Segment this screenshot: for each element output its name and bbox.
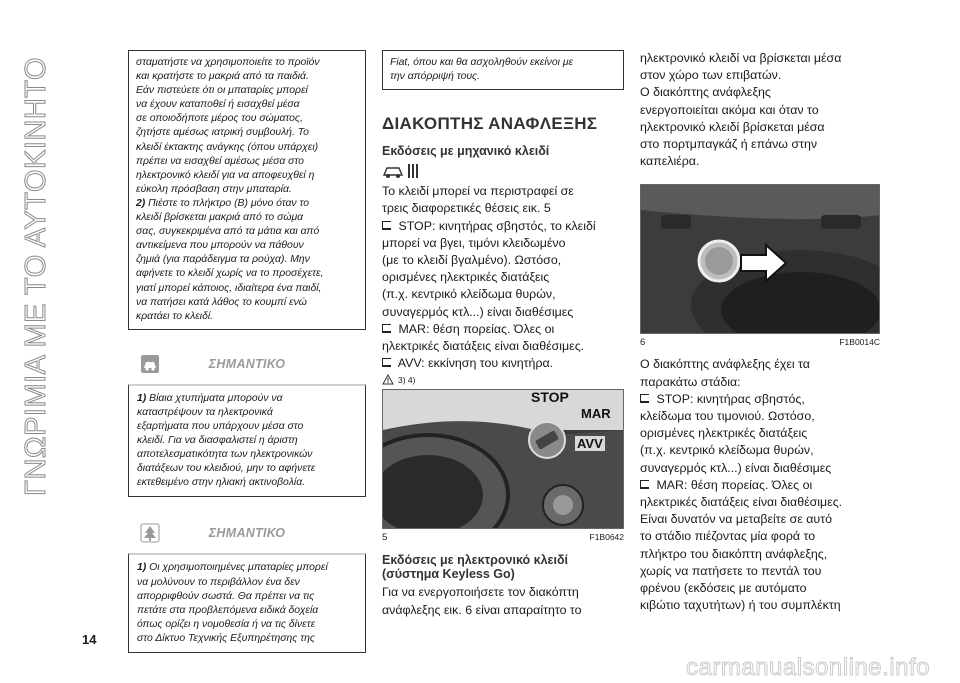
column-2: [382, 50, 624, 619]
text-line: χωρίς να πατήσετε το πεντάλ του: [640, 563, 822, 578]
text-line: (π.χ. κεντρικό κλείδωμα θυρών,: [382, 287, 556, 302]
text-line: ηλεκτρικές διατάξεις είναι διαθέσιμες.: [640, 495, 843, 510]
text: εξαρτήματα που υπάρχουν μέσα στο: [137, 420, 304, 432]
text: κλειδί βρίσκεται μακριά από το σώμα: [136, 212, 304, 224]
text: αφήνετε το κλειδί χωρίς να το προσέχετε,: [136, 268, 324, 280]
text-line: [137, 392, 357, 406]
note-title: ΣΗΜΑΝΤΙΚΟ: [208, 526, 286, 541]
text-line: κιβώτιο ταχυτήτων) ή του συμπλέκτη: [640, 598, 841, 613]
text-line: ορισμένες ηλεκτρικές διατάξεις: [382, 270, 550, 285]
footer-watermark: carmanualsonline.info: [686, 653, 930, 681]
bullet-key-icon: [640, 480, 649, 489]
figure-ignition-key: [382, 389, 624, 529]
text-line: ηλεκτρονικό κλειδί για να αποφευχθεί η: [136, 169, 315, 181]
text-line: [136, 267, 358, 281]
text-line: στον χώρο των επιβατών.: [640, 68, 782, 83]
item-number: 1): [137, 562, 147, 574]
stages-text: [640, 356, 880, 614]
text-line: ενεργοποιείται ακόμα και όταν το: [640, 102, 819, 117]
label-avv: AVV: [577, 436, 603, 452]
text: γιατί μπορεί κάποιος, ιδιαίτερα ένα παιδί,: [136, 282, 322, 294]
text-line: [137, 434, 357, 448]
text-line: Είναι δυνατόν να μεταβείτε σε αυτό: [640, 512, 832, 527]
text-line: [136, 296, 358, 310]
key-text: [382, 183, 624, 372]
text: διατάξεων του κλειδιού, μην το αφήνετε: [137, 463, 316, 475]
text-line: [136, 239, 358, 253]
text-line: [136, 211, 358, 225]
text: να μολύνουν το περιβάλλον ένα δεν: [137, 576, 300, 588]
text-line: ηλεκτρικές διατάξεις είναι διαθέσιμες.: [382, 339, 585, 354]
text-line: την απόρριψή τους.: [390, 71, 480, 83]
text-line: [137, 561, 357, 575]
text-line: [136, 310, 358, 324]
key-position-line: [382, 355, 624, 372]
text-line: το στάδιο πιέζοντας μία φορά το: [640, 529, 816, 544]
start-button-image: [641, 185, 880, 334]
footer: [0, 652, 960, 683]
key-position-text: STOP: κινητήρας σβηστός, το κλειδί: [395, 218, 596, 233]
subsection-title-line: (σύστημα Keyless Go): [382, 567, 515, 582]
side-chapter-title: ΓΝΩΡΙΜΙΑ ΜΕ ΤΟ ΑΥΤΟΚΙΝΗΤΟ: [20, 56, 53, 496]
key-position-text: MAR: θέση πορείας. Όλες οι: [395, 321, 555, 336]
text-line: πλήκτρο του διακόπτη ανάφλεξης,: [640, 546, 828, 561]
warning-continued-box: [128, 50, 366, 330]
text-line: (με το κλειδί βγαλμένο). Ωστόσο,: [382, 253, 562, 267]
text: σας, συγκεκριμένα από τα μάτια και από: [136, 226, 320, 238]
trim-version-icon: [406, 162, 422, 180]
item-number: 2): [136, 197, 146, 209]
text-line: καπελιέρα.: [640, 154, 700, 169]
text-line: μπορεί να βγει, τιμόνι κλειδωμένο: [382, 235, 566, 250]
text-line: στο πορτμπαγκάζ ή επάνω στην: [640, 137, 818, 152]
text: αποτελεσματικότητα των ηλεκτρονικών: [137, 449, 313, 461]
subsection-title: Εκδόσεις με μηχανικό κλειδί: [382, 144, 550, 159]
text-line: [136, 282, 358, 296]
text-line: [137, 576, 357, 590]
text-line: [136, 197, 358, 211]
text-line: [137, 406, 357, 420]
text-line: [136, 225, 358, 239]
text-line: (π.χ. κεντρικό κλείδωμα θυρών,: [640, 443, 814, 458]
text: Πιέστε το πλήκτρο (B) μόνο όταν το: [145, 197, 309, 209]
text-line: κλειδί έκτακτης ανάγκης (όπου υπάρχει): [136, 141, 319, 153]
label-mar: MAR: [581, 406, 611, 422]
figure-number: 5: [382, 532, 388, 544]
text-line: Ο διακόπτης ανάφλεξης: [640, 85, 771, 100]
recycle-tree-icon: [140, 523, 160, 543]
notes-numbers: 3) 4): [398, 374, 416, 385]
text-line: [137, 632, 357, 646]
note-title: ΣΗΜΑΝΤΙΚΟ: [208, 356, 286, 371]
car-caution-icon: [140, 354, 160, 374]
column-1: [128, 50, 366, 653]
text-line: [137, 590, 357, 604]
text: κλειδί. Για να διασφαλιστεί η άριστη: [137, 435, 298, 447]
column-3: [640, 50, 880, 614]
key-position-text: MAR: θέση πορείας. Όλες οι: [653, 477, 813, 492]
text-line: τρεις διαφορετικές θέσεις εικ. 5: [382, 201, 551, 216]
text-line: [137, 448, 357, 462]
text-line: [137, 618, 357, 632]
text-line: [137, 462, 357, 476]
warning-triangle-icon: [382, 374, 394, 385]
text-line: ηλεκτρονικό κλειδί να βρίσκεται μέσα: [640, 51, 842, 65]
text-line: Το κλειδί μπορεί να περιστραφεί σε: [382, 184, 574, 199]
text-line: παρακάτω στάδια:: [640, 374, 741, 389]
figure-start-button: [640, 184, 880, 334]
key-position-line: [640, 391, 880, 408]
text: κρατάει το κλειδί.: [136, 310, 214, 322]
text: Βίαια χτυπήματα μπορούν να: [146, 392, 283, 404]
note-heading-2: [128, 513, 366, 553]
text-line: ηλεκτρονικό κλειδί βρίσκεται μέσα: [640, 119, 825, 134]
text-line: εύκολη πρόσβαση στην μπαταρία.: [136, 183, 292, 195]
text: όπως ορίζει η νομοθεσία ή να τις δίνετε: [137, 618, 316, 630]
text: να πατήσει κατά λάθος το κουμπί ενώ: [136, 296, 307, 308]
key-position-text: STOP: κινητήρας σβηστός,: [653, 391, 805, 406]
text: εκτεθειμένο στην ηλιακή ακτινοβολία.: [137, 477, 306, 489]
text: καταστρέψουν τα ηλεκτρονικά: [137, 406, 273, 418]
bullet-key-icon: [640, 394, 649, 403]
text-line: συναγερμός κτλ...) είναι διαθέσιμες: [640, 460, 832, 475]
text: αντικείμενα που μπορούν να πάθουν: [136, 240, 304, 252]
text-line: συναγερμός κτλ...) είναι διαθέσιμες: [382, 304, 574, 319]
text-line: πρέπει να εισαχθεί αμέσως μέσα στο: [136, 155, 304, 167]
note-continued-box: [382, 50, 624, 90]
text-line: [137, 476, 357, 490]
text-line: Fiat, όπου και θα ασχοληθούν εκείνοι με: [390, 57, 574, 68]
text-line: ζητήστε αμέσως ιατρική συμβουλή. Το: [136, 127, 309, 139]
key-position-line: [382, 218, 624, 235]
text-line: [137, 420, 357, 434]
car-version-icon: [382, 162, 404, 180]
text-line: κλείδωμα του τιμονιού. Ωστόσο,: [640, 409, 815, 424]
text: Οι χρησιμοποιημένες μπαταρίες μπορεί: [146, 562, 328, 574]
section-title: ΔΙΑΚΟΠΤΗΣ ΑΝΑΦΛΕΞΗΣ: [382, 114, 598, 134]
item-number: 1): [137, 392, 147, 404]
note-heading-1: [128, 344, 366, 384]
text-line: φρένου (εκδόσεις με αυτόματο: [640, 581, 807, 596]
subsection-title-line: Εκδόσεις με ηλεκτρονικό κλειδί: [382, 553, 568, 568]
figure-number: 6: [640, 337, 646, 349]
text-line: και κρατήστε το μακριά από τα παιδιά.: [136, 71, 309, 83]
key-position-line: [640, 477, 880, 494]
figure-caption: [640, 337, 880, 348]
subsection-title-2: [382, 553, 624, 581]
bullet-key-icon: [382, 324, 391, 333]
label-stop: STOP: [531, 389, 569, 406]
text: πετάτε στα προβλεπόμενα ειδικά δοχεία: [137, 604, 319, 616]
figure-caption: [382, 532, 624, 543]
keyless-continued-text: [640, 50, 880, 170]
text: απορριφθούν σωστά. Θα πρέπει να τις: [137, 590, 315, 602]
text-line: [137, 604, 357, 618]
bullet-key-icon: [382, 221, 391, 230]
text-line: Εάν πιστεύετε ότι οι μπαταρίες μπορεί: [136, 85, 308, 97]
key-position-line: [382, 321, 624, 338]
text-line: σε οποιοδήποτε μέρος του σώματος,: [136, 113, 303, 125]
text-line: να έχουν καταποθεί ή εισαχθεί μέσα: [136, 99, 300, 111]
text-line: ανάφλεξης εικ. 6 είναι απαραίτητο το: [382, 602, 582, 617]
text: στο Δίκτυο Τεχνικής Εξυπηρέτησης της: [137, 632, 315, 644]
note-body-1: [128, 384, 366, 498]
text-line: ορισμένες ηλεκτρικές διατάξεις: [640, 426, 808, 441]
notes-reference: [382, 374, 624, 385]
version-icons: [382, 161, 624, 181]
text-line: [136, 253, 358, 267]
keyless-text: [382, 584, 624, 618]
bullet-key-icon: [382, 358, 391, 367]
key-position-text: AVV: εκκίνηση του κινητήρα.: [395, 356, 554, 371]
text: ζημιά (για παράδειγμα τα ρούχα). Μην: [136, 254, 310, 266]
figure-code: F1B0014C: [839, 337, 880, 348]
text-line: Για να ενεργοποιήσετε τον διακόπτη: [382, 585, 579, 600]
page-number: 14: [82, 632, 97, 647]
figure-code: F1B0642: [589, 532, 624, 543]
note-body-2: [128, 553, 366, 653]
text-line: σταματήστε να χρησιμοποιείτε το προϊόν: [136, 57, 320, 68]
text-line: Ο διακόπτης ανάφλεξης έχει τα: [640, 357, 810, 372]
